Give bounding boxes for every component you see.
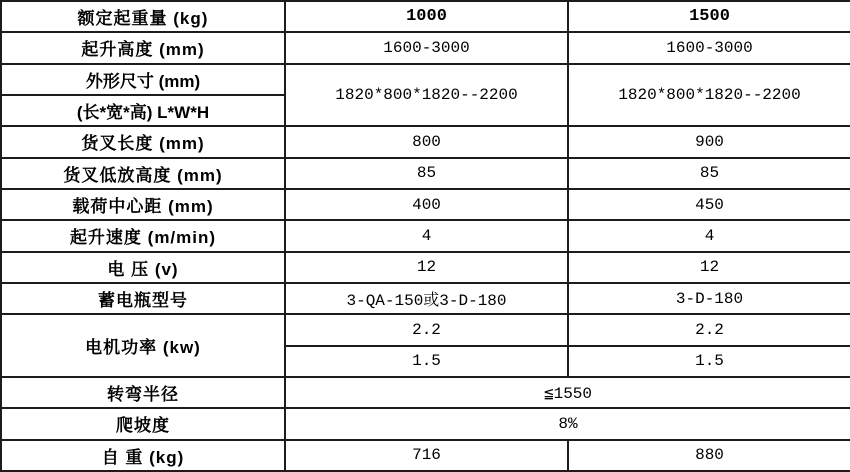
spec-value-lift-speed-model2: 4	[568, 220, 850, 251]
table-row-voltage	[1, 252, 850, 283]
spec-value-fork-length-model2: 900	[568, 126, 850, 157]
spec-value-battery-model-model1: 3-QA-150或3-D-180	[285, 283, 568, 314]
spec-value-load-center-model1: 400	[285, 189, 568, 220]
spec-value-self-weight-model1: 716	[285, 440, 568, 471]
spec-value-battery-model-model2: 3-D-180	[568, 283, 850, 314]
spec-label-self-weight: 自 重 (kg)	[1, 440, 285, 471]
spec-label-lift-speed: 起升速度 (m/min)	[1, 220, 285, 251]
spec-value-motor-power-lift-model2: 2.2	[568, 314, 850, 345]
spec-value-lift-height-model2: 1600-3000	[568, 32, 850, 63]
table-row-rated-capacity	[1, 1, 850, 32]
table-row-turning-radius	[1, 377, 850, 408]
table-row-motor-power-1	[1, 314, 850, 345]
table-row-lift-speed	[1, 220, 850, 251]
spec-label-overall-dimensions: 外形尺寸 (mm)	[1, 64, 285, 95]
spec-value-lift-height-model1: 1600-3000	[285, 32, 568, 63]
table-row-lift-height	[1, 32, 850, 63]
spec-value-motor-power-lift-model1: 2.2	[285, 314, 568, 345]
spec-value-turning-radius: ≦1550	[285, 377, 850, 408]
spec-value-rated-capacity-model1: 1000	[285, 1, 568, 32]
spec-label-lift-height: 起升高度 (mm)	[1, 32, 285, 63]
spec-value-self-weight-model2: 880	[568, 440, 850, 471]
spec-value-fork-length-model1: 800	[285, 126, 568, 157]
spec-label-turning-radius: 转弯半径	[1, 377, 285, 408]
spec-label-voltage: 电 压 (v)	[1, 252, 285, 283]
table-row-battery-model	[1, 283, 850, 314]
spec-label-fork-lowered-height: 货叉低放高度 (mm)	[1, 158, 285, 189]
table-row-fork-lowered-height	[1, 158, 850, 189]
table-row-load-center	[1, 189, 850, 220]
spec-label-load-center: 载荷中心距 (mm)	[1, 189, 285, 220]
spec-label-motor-power: 电机功率 (kw)	[1, 314, 285, 377]
spec-value-overall-dimensions-model1: 1820*800*1820--2200	[285, 64, 568, 127]
spec-label-gradeability: 爬坡度	[1, 408, 285, 439]
spec-value-voltage-model1: 12	[285, 252, 568, 283]
spec-value-gradeability: 8%	[285, 408, 850, 439]
spec-value-fork-lowered-height-model2: 85	[568, 158, 850, 189]
table-row-self-weight	[1, 440, 850, 471]
spec-value-fork-lowered-height-model1: 85	[285, 158, 568, 189]
table-row-overall-dimensions-line1	[1, 64, 850, 95]
spec-value-load-center-model2: 450	[568, 189, 850, 220]
spec-value-voltage-model2: 12	[568, 252, 850, 283]
spec-label-overall-dimensions-lwh: (长*宽*高) L*W*H	[1, 95, 285, 126]
spec-value-motor-power-drive-model2: 1.5	[568, 346, 850, 377]
spec-value-motor-power-drive-model1: 1.5	[285, 346, 568, 377]
spec-label-rated-capacity: 额定起重量 (kg)	[1, 1, 285, 32]
table-row-fork-length	[1, 126, 850, 157]
spec-label-battery-model: 蓄电瓶型号	[1, 283, 285, 314]
spec-value-rated-capacity-model2: 1500	[568, 1, 850, 32]
spec-value-overall-dimensions-model2: 1820*800*1820--2200	[568, 64, 850, 127]
spec-value-lift-speed-model1: 4	[285, 220, 568, 251]
table-row-gradeability	[1, 408, 850, 439]
spec-label-fork-length: 货叉长度 (mm)	[1, 126, 285, 157]
